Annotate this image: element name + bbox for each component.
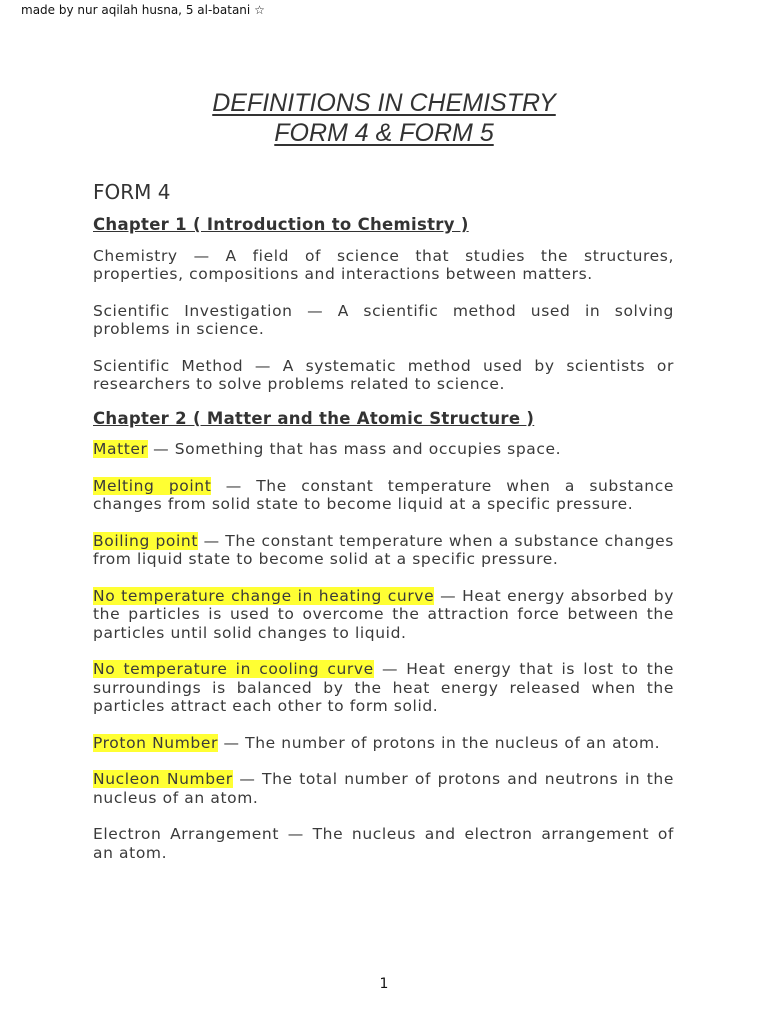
definition — [93, 302, 674, 339]
definition-term: Scientific Method — [93, 356, 244, 375]
definition-text: — Something that has mass and occupies space. — [147, 440, 562, 458]
definition — [93, 440, 674, 459]
definition-term-highlighted: Boiling point — [93, 531, 199, 550]
author-credit: made by nur aqilah husna, 5 al-batani ☆ — [21, 3, 265, 17]
definition — [93, 477, 674, 514]
definition-text: — Heat energy that is lost to the surroundings is balanced by the heat energy released when the particles attract each other to form solid. — [93, 660, 674, 715]
definition-text: — A systematic method used by scientists or researchers to solve problems related to science. — [93, 356, 674, 393]
definition-term: Scientific Investigation — [93, 301, 293, 320]
definition — [93, 770, 674, 807]
definition-text: — A field of science that studies the structures, properties, compositions and interactions between matters. — [93, 246, 674, 283]
definition — [93, 734, 674, 753]
definition-term: Chemistry — [93, 246, 178, 265]
chapter-heading: Chapter 2 ( Matter and the Atomic Structure ) — [93, 408, 535, 428]
definition-text: — The number of protons in the nucleus of an atom. — [217, 733, 661, 752]
definition — [93, 660, 674, 716]
title-line-2: FORM 4 & FORM 5 — [274, 119, 494, 147]
definition-text: — Heat energy absorbed by the particles is used to overcome the attraction force between the particles until solid changes to liquid. — [93, 586, 674, 642]
definition — [93, 587, 674, 643]
definition — [93, 357, 674, 394]
definition-term-highlighted: No temperature change in heating curve — [93, 586, 435, 605]
definition-term-highlighted: Melting point — [93, 476, 212, 495]
definition-term-highlighted: Proton Number — [93, 733, 218, 752]
definitions-content — [93, 216, 674, 880]
definition-term: Electron Arrangement — [93, 825, 280, 843]
page-number: 1 — [379, 976, 389, 992]
definition-text: — The nucleus and electron arrangement of an atom. — [93, 825, 674, 862]
definition-text: — The constant temperature when a substance changes from liquid state to become solid at a specific pressure. — [93, 531, 674, 568]
chapter-heading: Chapter 1 ( Introduction to Chemistry ) — [93, 215, 469, 234]
definition-term-highlighted: No temperature in cooling curve — [93, 660, 374, 678]
document-title — [0, 88, 768, 148]
definition-term-highlighted: Matter — [93, 440, 148, 458]
definition-text: — A scientific method used in solving problems in science. — [93, 301, 674, 338]
definition — [93, 247, 674, 284]
title-line-1: DEFINITIONS IN CHEMISTRY — [212, 89, 556, 117]
form-heading: FORM 4 — [93, 180, 171, 204]
definition — [93, 532, 674, 569]
definition-text: — The constant temperature when a substance changes from solid state to become liquid at a specific pressure. — [93, 476, 674, 513]
definition-text: — The total number of protons and neutrons in the nucleus of an atom. — [93, 770, 674, 807]
definition — [93, 825, 674, 862]
definition-term-highlighted: Nucleon Number — [93, 770, 233, 788]
